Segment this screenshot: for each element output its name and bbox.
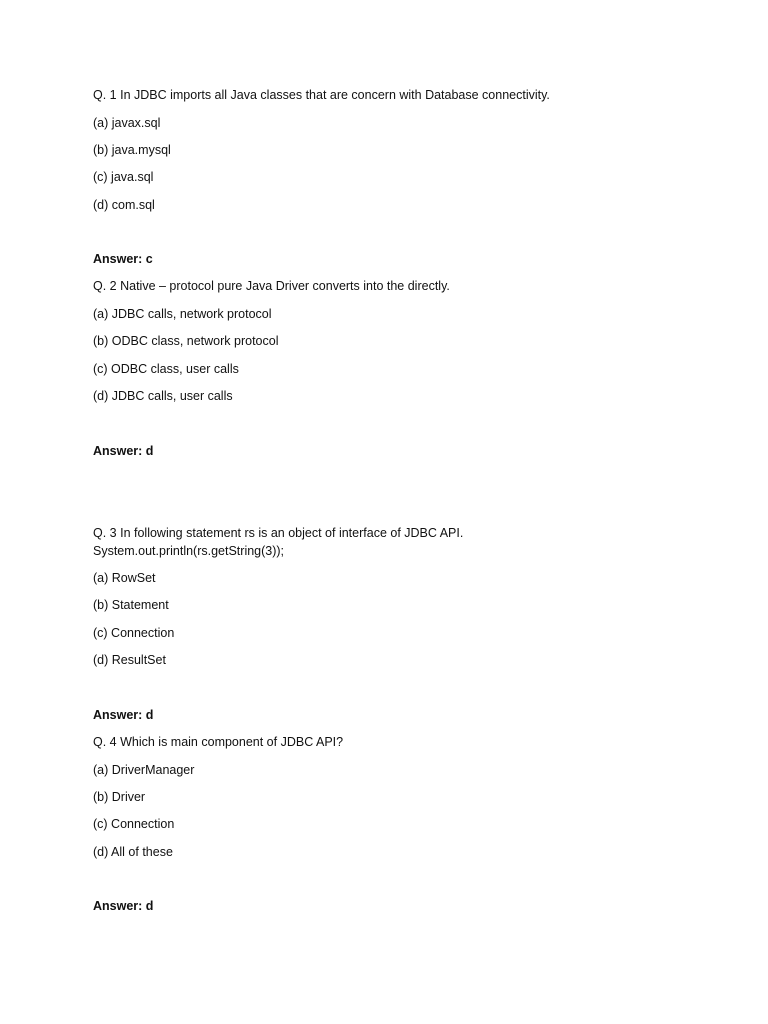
question-1-option-d: (d) com.sql (93, 198, 155, 212)
question-3-option-c: (c) Connection (93, 626, 175, 640)
question-2-option-b: (b) ODBC class, network protocol (93, 334, 279, 348)
question-1-option-b: (b) java.mysql (93, 143, 171, 157)
question-2-option-a: (a) JDBC calls, network protocol (93, 307, 272, 321)
question-3-text: Q. 3 In following statement rs is an object of interface of JDBC API. (93, 526, 464, 540)
question-4-answer: Answer: d (93, 899, 154, 913)
question-4-option-b: (b) Driver (93, 790, 146, 804)
question-4-option-a: (a) DriverManager (93, 763, 195, 777)
question-1-answer: Answer: c (93, 252, 153, 266)
question-1-text: Q. 1 In JDBC imports all Java classes that are concern with Database connectivity. (93, 88, 550, 102)
question-2-answer: Answer: d (93, 444, 154, 458)
question-3-option-b: (b) Statement (93, 598, 169, 612)
question-3-option-d: (d) ResultSet (93, 653, 166, 667)
question-1-option-a: (a) javax.sql (93, 116, 161, 130)
question-3-code: System.out.println(rs.getString(3)); (93, 544, 285, 558)
question-4-option-c: (c) Connection (93, 817, 175, 831)
question-1-option-c: (c) java.sql (93, 170, 154, 184)
question-2-option-c: (c) ODBC class, user calls (93, 362, 239, 376)
question-4-option-d: (d) All of these (93, 845, 173, 859)
question-3-answer: Answer: d (93, 708, 154, 722)
question-2-option-d: (d) JDBC calls, user calls (93, 389, 233, 403)
question-2-text: Q. 2 Native – protocol pure Java Driver converts into the directly. (93, 279, 450, 293)
question-3-option-a: (a) RowSet (93, 571, 156, 585)
question-4-text: Q. 4 Which is main component of JDBC API? (93, 735, 344, 749)
